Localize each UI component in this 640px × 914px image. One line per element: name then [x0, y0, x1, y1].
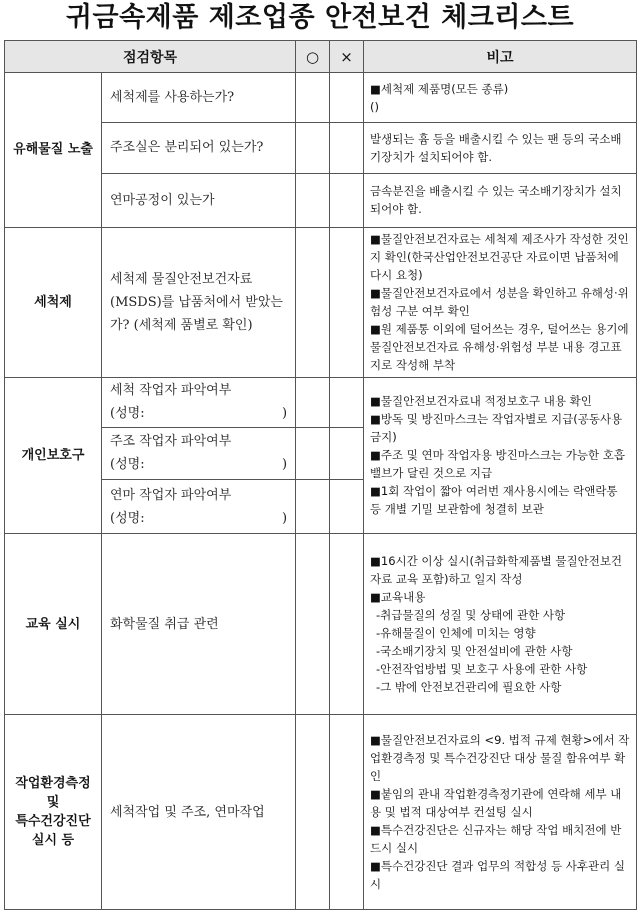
note-line: ■세척제 제품명(모든 종류): [370, 81, 509, 96]
note-cell: 금속분진을 배출시킬 수 있는 국소배기장치가 설치되어야 함.: [364, 173, 637, 227]
table-row: [5, 227, 637, 377]
table-row: [5, 534, 637, 715]
table-row: [5, 377, 637, 427]
item-label: 주조 작업자 파악여부: [110, 434, 232, 450]
header-item: 점검항목: [5, 41, 296, 73]
yes-cell[interactable]: [296, 479, 330, 533]
yes-cell[interactable]: [296, 715, 330, 910]
yes-cell[interactable]: [296, 534, 330, 715]
note-blank-line: [370, 98, 630, 116]
header-no: ×: [330, 41, 364, 73]
name-line: [110, 453, 287, 476]
name-label: (성명:: [110, 406, 145, 422]
header-row: [5, 41, 637, 73]
yes-cell[interactable]: [296, 427, 330, 479]
name-line: [110, 507, 287, 530]
note-line: ■방독 및 방진마스크는 작업자별로 지급(공동사용 금지): [370, 412, 623, 445]
check-item: 세척제 물질안전보건자료(MSDS)를 납품처에서 받았는가? (세척제 품별로 확인): [102, 227, 296, 377]
item-label: 연마 작업자 파악여부: [110, 487, 232, 503]
note-line: ■주조 및 연마 작업자용 방진마스크는 가능한 호흡 밸브가 달린 것으로 지급: [370, 448, 625, 481]
category-env: [5, 715, 102, 910]
category-line: 작업환경측정: [15, 776, 91, 791]
category-hazard: 유해물질 노출: [5, 73, 102, 228]
check-item: 세척작업 및 주조, 연마작업: [102, 715, 296, 910]
note-line: ■특수건강진단은 신규자는 해당 작업 배치전에 반드시 실시: [370, 823, 622, 855]
yes-cell[interactable]: [296, 173, 330, 227]
yes-cell[interactable]: [296, 73, 330, 123]
close-paren: ): [281, 406, 288, 422]
note-line: ■교육내용: [370, 590, 426, 605]
header-note: 비고: [364, 41, 637, 73]
note-subline: -국소배기장치 및 안전설비에 관한 사항: [376, 644, 573, 659]
note-line: ■물질안전보건자료의 <9. 법적 규제 현황>에서 작업환경측정 및 특수건강진단 대상 물질 함유여부 확인: [370, 733, 630, 783]
open-paren: (: [370, 99, 375, 114]
check-item: 연마공정이 있는가: [102, 173, 296, 227]
header-yes: ○: [296, 41, 330, 73]
note-subline: -안전작업방법 및 보호구 사용에 관한 사항: [376, 662, 588, 677]
no-cell[interactable]: [330, 227, 364, 377]
item-label: 세척 작업자 파악여부: [110, 383, 232, 399]
no-cell[interactable]: [330, 73, 364, 123]
close-paren: ): [281, 510, 288, 526]
table-row: [5, 715, 637, 910]
category-line: 실시 등: [31, 833, 75, 848]
yes-cell[interactable]: [296, 123, 330, 173]
note-line: ■물질안전보건자료에서 성분을 확인하고 유해성·위험성 구분 여부 확인: [370, 286, 629, 319]
note-cell: [364, 377, 637, 534]
close-paren: ): [374, 99, 380, 114]
note-cell: [364, 227, 637, 377]
note-line: ■특수건강진단 결과 업무의 적합성 등 사후관리 실시: [370, 859, 625, 891]
no-cell[interactable]: [330, 479, 364, 533]
check-item: 주조실은 분리되어 있는가?: [102, 123, 296, 173]
check-item: 세척제를 사용하는가?: [102, 73, 296, 123]
yes-cell[interactable]: [296, 227, 330, 377]
no-cell[interactable]: [330, 377, 364, 427]
checklist-table: [4, 40, 637, 910]
no-cell[interactable]: [330, 427, 364, 479]
category-ppe: 개인보호구: [5, 377, 102, 534]
category-cleaner: 세척제: [5, 227, 102, 377]
note-line: ■물질안전보건자료는 세척제 제조사가 작성한 것인지 확인(한국산업안전보건공단 자료이면 납품처에 다시 요청): [370, 232, 629, 283]
check-item: [102, 479, 296, 533]
category-education: 교육 실시: [5, 534, 102, 715]
yes-cell[interactable]: [296, 377, 330, 427]
note-cell: 발생되는 흄 등을 배출시킬 수 있는 팬 등의 국소배기장치가 설치되어야 함.: [364, 123, 637, 173]
note-subline: -취급물질의 성질 및 상태에 관한 사항: [376, 608, 566, 623]
close-paren: ): [281, 457, 288, 473]
check-item: [102, 427, 296, 479]
note-cell: [364, 73, 637, 123]
no-cell[interactable]: [330, 173, 364, 227]
table-row: [5, 73, 637, 123]
name-label: (성명:: [110, 457, 145, 473]
note-cell: [364, 534, 637, 715]
note-subline: -유해물질이 인체에 미치는 영향: [376, 626, 536, 641]
note-cell: [364, 715, 637, 910]
note-subline: -그 밖에 안전보건관리에 필요한 사항: [376, 680, 562, 695]
no-cell[interactable]: [330, 715, 364, 910]
note-line: ■1회 작업이 짧아 여러번 재사용시에는 락앤락통 등 개별 기밀 보관함에 청결히 보관: [370, 484, 618, 517]
page-title: 귀금속제품 제조업종 안전보건 체크리스트: [65, 2, 575, 33]
note-line: ■16시간 이상 실시(취급화학제품별 물질안전보건자료 교육 포함)하고 일지 작성: [370, 554, 623, 587]
no-cell[interactable]: [330, 123, 364, 173]
name-label: (성명:: [110, 510, 145, 526]
no-cell[interactable]: [330, 534, 364, 715]
name-line: [110, 402, 287, 425]
note-line: ■원 제품통 이외에 덜어쓰는 경우, 덜어쓰는 용기에 물질안전보건자료 유해성·위험성 부분 내용 경고표지로 작성해 부착: [370, 322, 629, 373]
check-item: [102, 377, 296, 427]
category-line: 특수건강진단: [15, 814, 91, 829]
note-line: ■붙임의 관내 작업환경측정기관에 연락해 세부 내용 및 법적 대상여부 컨설팅 실시: [370, 787, 622, 819]
note-line: ■물질안전보건자료내 적정보호구 내용 확인: [370, 394, 592, 409]
category-line: 및: [46, 795, 60, 810]
check-item: 화학물질 취급 관련: [102, 534, 296, 715]
